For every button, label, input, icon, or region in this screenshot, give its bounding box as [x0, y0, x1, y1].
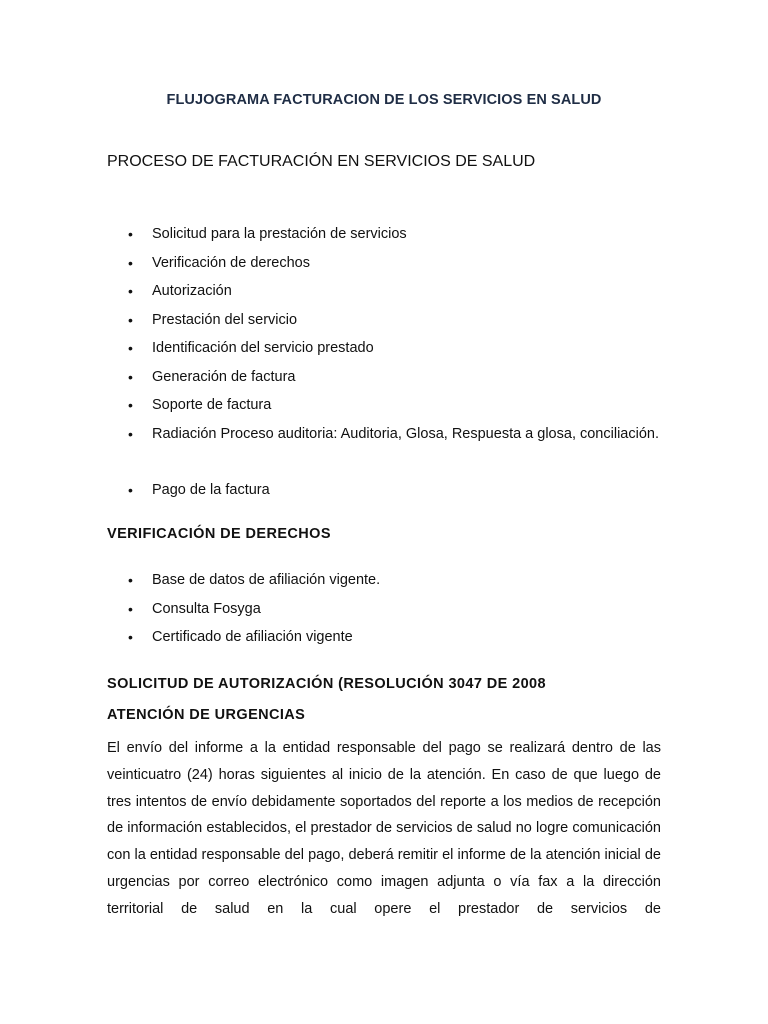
list-item-text: Radiación Proceso auditoria: Auditoria, Glosa, Respuesta a glosa, conciliación. — [152, 425, 659, 442]
verification-heading: VERIFICACIÓN DE DERECHOS — [107, 526, 331, 542]
list-item — [0, 477, 661, 506]
list-item-text: Pago de la factura — [152, 481, 270, 498]
list-item — [0, 596, 661, 625]
bullet-icon: • — [128, 572, 133, 588]
list-item — [0, 307, 661, 336]
authorization-heading: SOLICITUD DE AUTORIZACIÓN (RESOLUCIÓN 3047 DE 2008 — [107, 676, 546, 692]
list-item — [0, 392, 661, 421]
list-item-text: Prestación del servicio — [152, 311, 298, 328]
bullet-icon: • — [128, 311, 133, 328]
bullet-icon: • — [128, 600, 133, 617]
list-item — [0, 221, 661, 250]
list-item-text: Soporte de factura — [152, 397, 272, 413]
document-title: FLUJOGRAMA FACTURACION DE LOS SERVICIOS EN SALUD — [166, 92, 602, 108]
list-item-text: Consulta Fosyga — [152, 600, 261, 617]
bullet-icon: • — [128, 481, 133, 498]
main-heading: PROCESO DE FACTURACIÓN EN SERVICIOS DE SALUD — [107, 153, 536, 170]
verification-list — [0, 567, 768, 653]
list-item — [0, 278, 661, 307]
bullet-icon: • — [128, 629, 133, 645]
list-item-text: Generación de factura — [152, 368, 296, 385]
list-item-text: Verificación de derechos — [152, 254, 310, 271]
list-item-text: Base de datos de afiliación vigente. — [152, 572, 381, 588]
bullet-icon: • — [128, 226, 133, 242]
bullet-icon: • — [128, 254, 133, 271]
bullet-icon: • — [128, 425, 133, 442]
list-item-text: Certificado de afiliación vigente — [152, 629, 353, 645]
bullet-icon: • — [128, 397, 133, 413]
bullet-icon: • — [128, 340, 133, 356]
list-item-text: Autorización — [152, 283, 232, 299]
list-item-text: Identificación del servicio prestado — [152, 340, 374, 356]
bullet-icon: • — [128, 283, 133, 299]
list-item — [0, 335, 661, 364]
process-steps-list — [0, 221, 768, 505]
urgent-care-heading: ATENCIÓN DE URGENCIAS — [107, 707, 306, 723]
list-item-text: Solicitud para la prestación de servicios — [152, 226, 407, 242]
urgent-care-paragraph: El envío del informe a la entidad responsable del pago se realizará dentro de las veinticuatro (24) horas siguientes al inicio de la atención. En caso de que luego de tres intentos de envío debidamente soportados del reporte a los medios de recepción de información establecidos, el prestador de servicios de salud no logre comunicación con la entidad responsable del pago, deberá remitir el informe de la atención inicial de urgencias por correo electrónico como imagen adjunta o vía fax a la dirección territorial de salud en la cual opere el prestador de servicios de — [107, 740, 661, 917]
list-item — [0, 250, 661, 279]
list-item — [0, 364, 661, 393]
list-item — [0, 421, 661, 477]
bullet-icon: • — [128, 368, 133, 385]
list-item — [0, 624, 661, 653]
list-item — [0, 567, 661, 596]
